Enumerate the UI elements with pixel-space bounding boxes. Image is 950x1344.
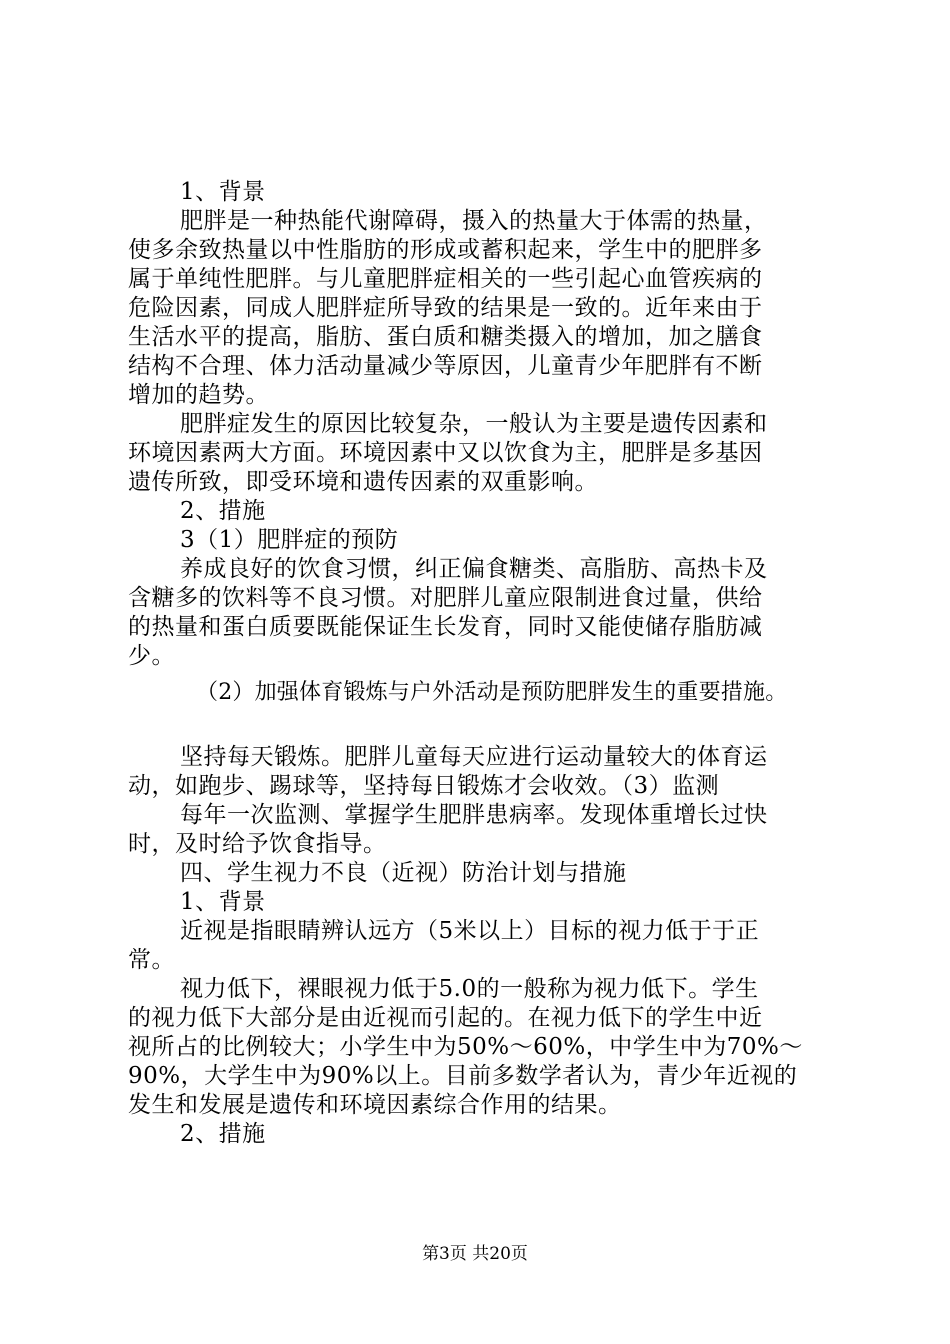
paragraph-line: 含糖多的饮料等不良习惯。对肥胖儿童应限制进食过量，供给: [128, 585, 763, 611]
paragraph-line: 时，及时给予饮食指导。: [128, 831, 387, 857]
paragraph-line: 肥胖是一种热能代谢障碍，摄入的热量大于体需的热量，: [180, 208, 768, 234]
paragraph-line: 使多余致热量以中性脂肪的形成或蓄积起来，学生中的肥胖多: [128, 237, 763, 263]
paragraph-line: 少。: [128, 643, 175, 669]
section-heading-myopia: 四、学生视力不良（近视）防治计划与措施: [180, 860, 627, 886]
paragraph-line: 环境因素两大方面。环境因素中又以饮食为主，肥胖是多基因: [128, 440, 763, 466]
heading-background-1: 1、背景: [180, 179, 266, 205]
paragraph-line: 视所占的比例较大；小学生中为50%～60%，中学生中为70%～: [128, 1034, 803, 1060]
paragraph-line: 属于单纯性肥胖。与儿童肥胖症相关的一些引起心血管疾病的: [128, 266, 763, 292]
paragraph-line: 动，如跑步、踢球等，坚持每日锻炼才会收效。（3）监测: [128, 773, 720, 799]
paragraph-line: 视力低下，裸眼视力低于5.0的一般称为视力低下。学生: [180, 976, 759, 1002]
paragraph-line: 近视是指眼睛辨认远方（5米以上）目标的视力低于于正: [180, 918, 760, 944]
paragraph-line: 增加的趋势。: [128, 382, 269, 408]
paragraph-line: 的视力低下大部分是由近视而引起的。在视力低下的学生中近: [128, 1005, 763, 1031]
subheading-obesity-prevention: 3（1）肥胖症的预防: [180, 527, 399, 553]
page-number-footer: 第3页 共20页: [422, 1244, 528, 1264]
paragraph-line: 每年一次监测、掌握学生肥胖患病率。发现体重增长过快: [180, 802, 768, 828]
heading-background-2: 1、背景: [180, 889, 266, 915]
paragraph-line: 遗传所致，即受环境和遗传因素的双重影响。: [128, 469, 598, 495]
paragraph-line: 常。: [128, 947, 175, 973]
heading-measures-1: 2、措施: [180, 498, 266, 524]
paragraph-line: 养成良好的饮食习惯，纠正偏食糖类、高脂肪、高热卡及: [180, 556, 768, 582]
paragraph-line: 结构不合理、体力活动量减少等原因，儿童青少年肥胖有不断: [128, 353, 763, 379]
paragraph-line: 90%，大学生中为90%以上。目前多数学者认为，青少年近视的: [128, 1063, 798, 1089]
paragraph-line: 危险因素，同成人肥胖症所导致的结果是一致的。近年来由于: [128, 295, 763, 321]
heading-measures-2: 2、措施: [180, 1121, 266, 1147]
paragraph-line: （2）加强体育锻炼与户外活动是预防肥胖发生的重要措施。: [196, 680, 788, 705]
paragraph-line: 的热量和蛋白质要既能保证生长发育，同时又能使储存脂肪减: [128, 614, 763, 640]
paragraph-line: 生活水平的提高，脂肪、蛋白质和糖类摄入的增加，加之膳食: [128, 324, 763, 350]
paragraph-line: 发生和发展是遗传和环境因素综合作用的结果。: [128, 1092, 622, 1118]
paragraph-line: 肥胖症发生的原因比较复杂，一般认为主要是遗传因素和: [180, 411, 768, 437]
paragraph-line: 坚持每天锻炼。肥胖儿童每天应进行运动量较大的体育运: [180, 744, 768, 770]
